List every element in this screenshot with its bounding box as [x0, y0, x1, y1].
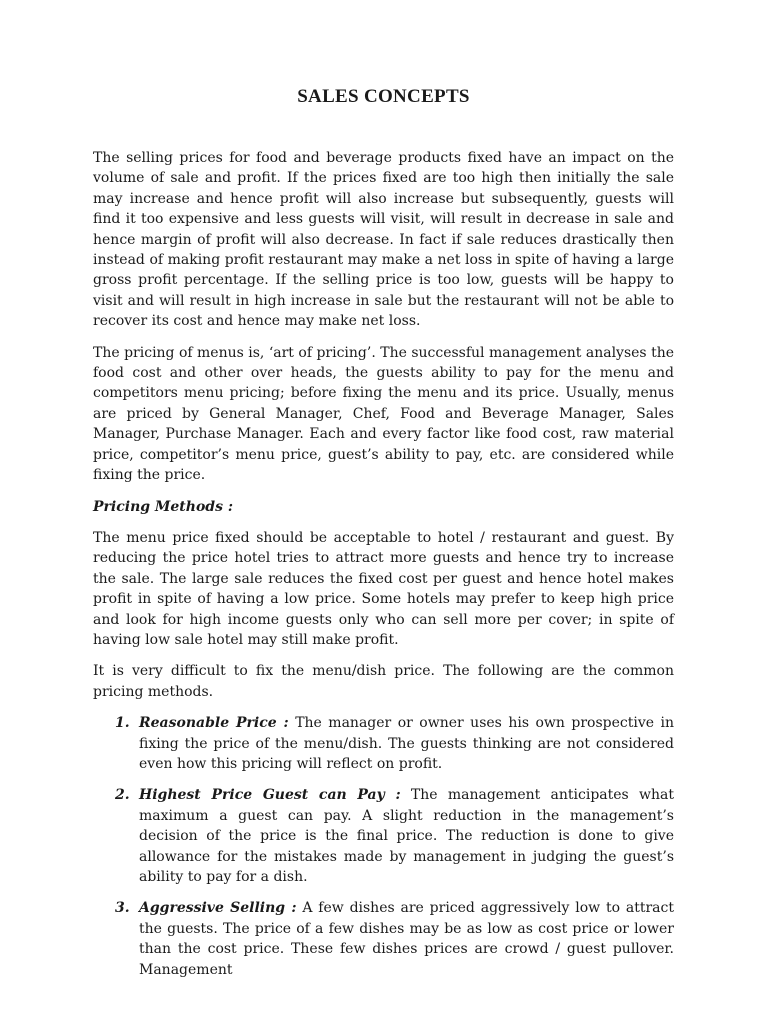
pricing-methods-list: [93, 713, 674, 980]
list-item: [93, 785, 674, 887]
section-heading-pricing-methods: Pricing Methods :: [93, 498, 234, 515]
intro-paragraph-1: The selling prices for food and beverage products fixed have an impact on the volume of sale and profit. If the prices fixed are too high then initially the sale may increase and hence profit will also increase but subsequently, guests will find it too expensive and less guests will visit, will result in decrease in sale and hence margin of profit will also decrease. In fact if sale reduces drastically then instead of making profit restaurant may make a net loss in spite of having a large gross profit percentage. If the selling price is too low, guests will be happy to visit and will result in high increase in sale but the restaurant will not be able to recover its cost and hence may make net loss.: [93, 150, 674, 330]
list-item-number: 1.: [115, 715, 130, 732]
list-item-term: Reasonable Price :: [139, 715, 289, 732]
intro-paragraph-2: The pricing of menus is, ‘art of pricing’. The successful management analyses the food cost and other over heads, the guests ability to pay for the menu and competitors menu pricing; before fixing the menu and its price. Usually, menus are priced by General Manager, Chef, Food and Beverage Manager, Sales Manager, Purchase Manager. Each and every factor like food cost, raw material price, competitor’s menu price, guest’s ability to pay, etc. are considered while fixing the price.: [93, 344, 674, 484]
list-item-number: 2.: [115, 787, 130, 804]
list-item-term: Highest Price Guest can Pay :: [139, 787, 401, 804]
list-item-text: The manager or owner uses his own prospective in fixing the price of the menu/dish. The guests thinking are not considered even how this pricing will reflect on profit.: [139, 715, 674, 772]
list-item-text: The management anticipates what maximum a guest can pay. A slight reduction in the management’s decision of the price is the final price. The reduction is done to give allowance for the mistakes made by management in judging the guest’s ability to pay for a dish.: [139, 787, 674, 885]
pricing-paragraph-2: It is very difficult to fix the menu/dish price. The following are the common pricing methods.: [93, 663, 674, 700]
document-page: [93, 86, 674, 991]
page-title: SALES CONCEPTS: [297, 86, 470, 107]
pricing-paragraph-1: The menu price fixed should be acceptable to hotel / restaurant and guest. By reducing the price hotel tries to attract more guests and hence try to increase the sale. The large sale reduces the fixed cost per guest and hence hotel makes profit in spite of having a low price. Some hotels may prefer to keep high price and look for high income guests only who can sell more per cover; in spite of having low sale hotel may still make profit.: [93, 529, 674, 648]
list-item: [93, 713, 674, 774]
list-item-term: Aggressive Selling :: [139, 900, 297, 917]
list-item: [93, 898, 674, 980]
list-item-text: A few dishes are priced aggressively low to attract the guests. The price of a few dishes may be as low as cost price or lower than the cost price. These few dishes prices are crowd / guest pullover. Management: [139, 900, 674, 978]
list-item-number: 3.: [115, 900, 130, 917]
